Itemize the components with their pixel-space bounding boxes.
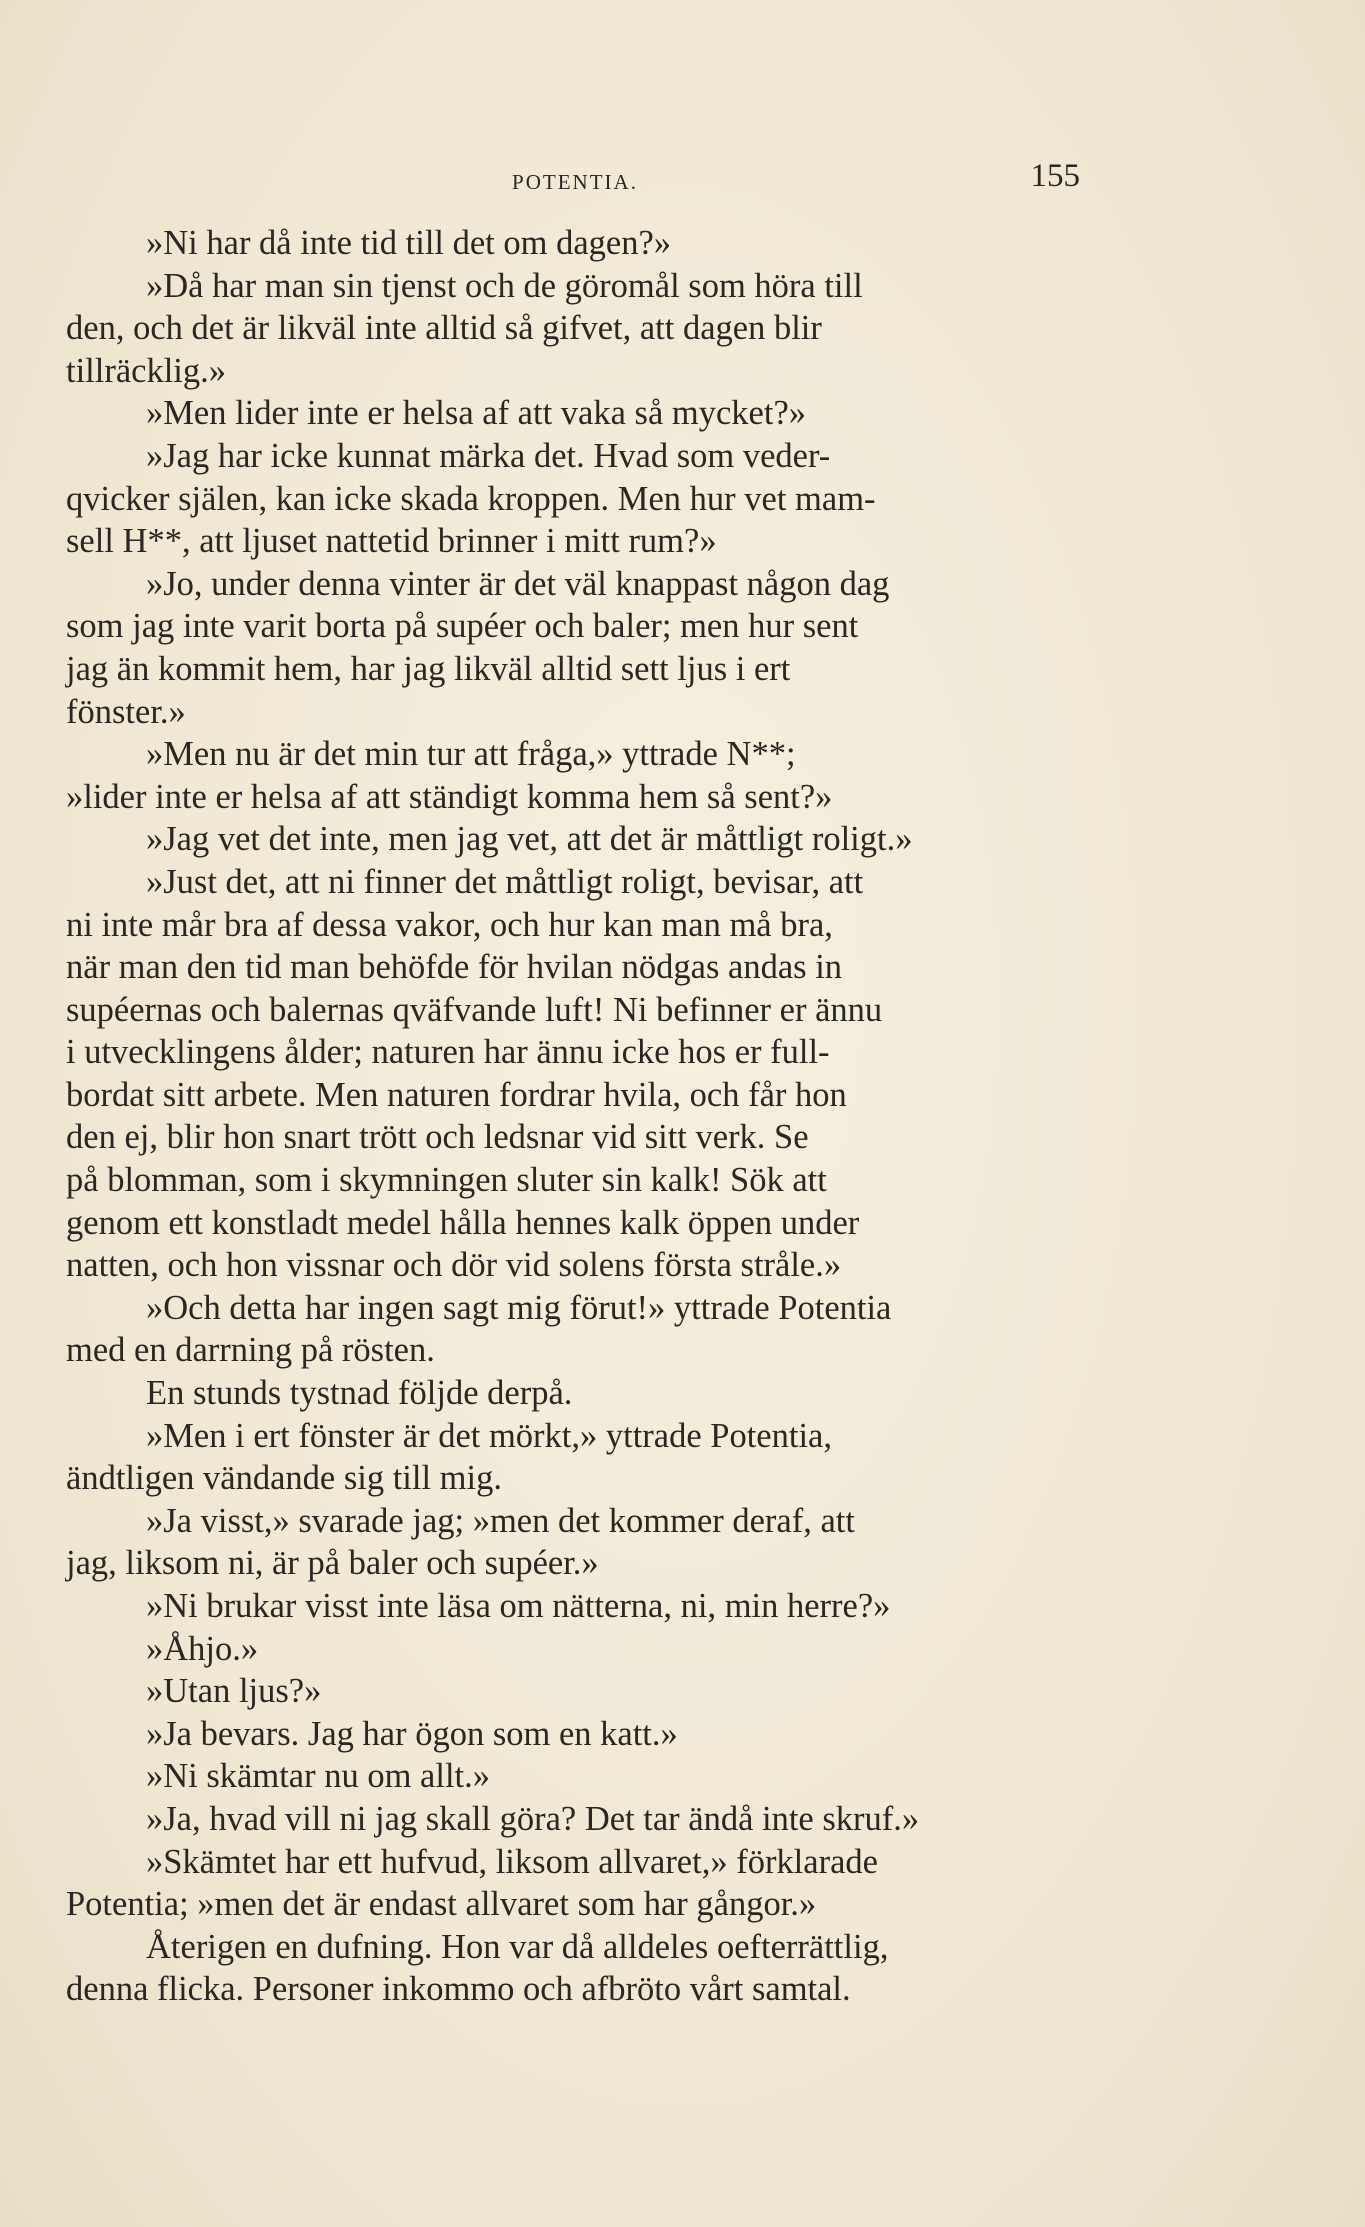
text-line: fönster.» [66,692,186,731]
text-line: jag än kommit hem, har jag likväl alltid sett ljus i ert [66,649,791,688]
text-line: »Jag har icke kunnat märka det. Hvad som veder- [146,436,831,475]
text-line: »Ja bevars. Jag har ögon som en katt.» [146,1714,678,1753]
text-line: denna flicka. Personer inkommo och afbröto vårt samtal. [66,1970,851,2009]
text-line: »Och detta har ingen sagt mig förut!» yttrade Potentia [146,1288,892,1327]
text-line: »Skämtet har ett hufvud, liksom allvaret,» förklarade [146,1842,878,1881]
text-line: ni inte mår bra af dessa vakor, och hur kan man må bra, [66,905,833,944]
page-header [70,158,1080,208]
text-line: jag, liksom ni, är på baler och supéer.» [66,1544,599,1583]
text-line: »Just det, att ni finner det måttligt roligt, bevisar, att [146,862,864,901]
text-line: »Ni skämtar nu om allt.» [146,1757,490,1796]
text-line: »Ja visst,» svarade jag; »men det kommer deraf, att [146,1501,855,1540]
text-line: Potentia; »men det är endast allvaret som har gångor.» [66,1885,817,1924]
text-line: sell H**, att ljuset nattetid brinner i mitt rum?» [66,522,717,561]
text-line: »Men lider inte er helsa af att vaka så mycket?» [146,394,807,433]
body-text [66,222,1094,2011]
text-line: Återigen en dufning. Hon var då alldeles oefterrättlig, [146,1927,889,1966]
text-line: med en darrning på rösten. [66,1331,435,1370]
text-line: när man den tid man behöfde för hvilan nödgas andas in [66,948,843,987]
text-line: »Ni har då inte tid till det om dagen?» [146,224,672,262]
text-line: »Men nu är det min tur att fråga,» yttrade N**; [146,735,796,774]
text-line: som jag inte varit borta på supéer och baler; men hur sent [66,607,859,646]
page-number: 155 [1030,158,1080,194]
text-line: »Ni brukar visst inte läsa om nätterna, ni, min herre?» [146,1587,891,1625]
text-line: »Ja, hvad vill ni jag skall göra? Det tar ändå inte skruf.» [146,1799,920,1838]
text-line: ändtligen vändande sig till mig. [66,1459,502,1498]
running-title: POTENTIA. [512,170,638,194]
text-line: En stunds tystnad följde derpå. [146,1374,573,1413]
text-line: supéernas och balernas qväfvande luft! Ni befinner er ännu [66,990,883,1029]
text-line: genom ett konstladt medel hålla hennes kalk öppen under [66,1203,860,1242]
text-line: »Utan ljus?» [146,1672,322,1711]
text-line: i utvecklingens ålder; naturen har ännu icke hos er full- [66,1033,830,1072]
text-line: tillräcklig.» [66,351,227,390]
text-line: »Jag vet det inte, men jag vet, att det är måttligt roligt.» [146,820,913,859]
text-line: den, och det är likväl inte alltid så gifvet, att dagen blir [66,309,822,348]
text-line: den ej, blir hon snart trött och ledsnar vid sitt verk. Se [66,1118,809,1157]
text-line: »lider inte er helsa af att ständigt komma hem så sent?» [66,777,833,816]
text-line: »Åhjo.» [146,1629,259,1668]
text-line: natten, och hon vissnar och dör vid solens första stråle.» [66,1246,842,1285]
text-line: på blomman, som i skymningen sluter sin kalk! Sök att [66,1161,827,1200]
text-line: qvicker själen, kan icke skada kroppen. Men hur vet mam- [66,479,876,518]
text-line: »Då har man sin tjenst och de göromål som höra till [146,266,863,305]
text-line: »Men i ert fönster är det mörkt,» yttrade Potentia, [146,1416,832,1455]
text-line: bordat sitt arbete. Men naturen fordrar hvila, och får hon [66,1075,847,1114]
text-line: »Jo, under denna vinter är det väl knappast någon dag [146,564,890,603]
